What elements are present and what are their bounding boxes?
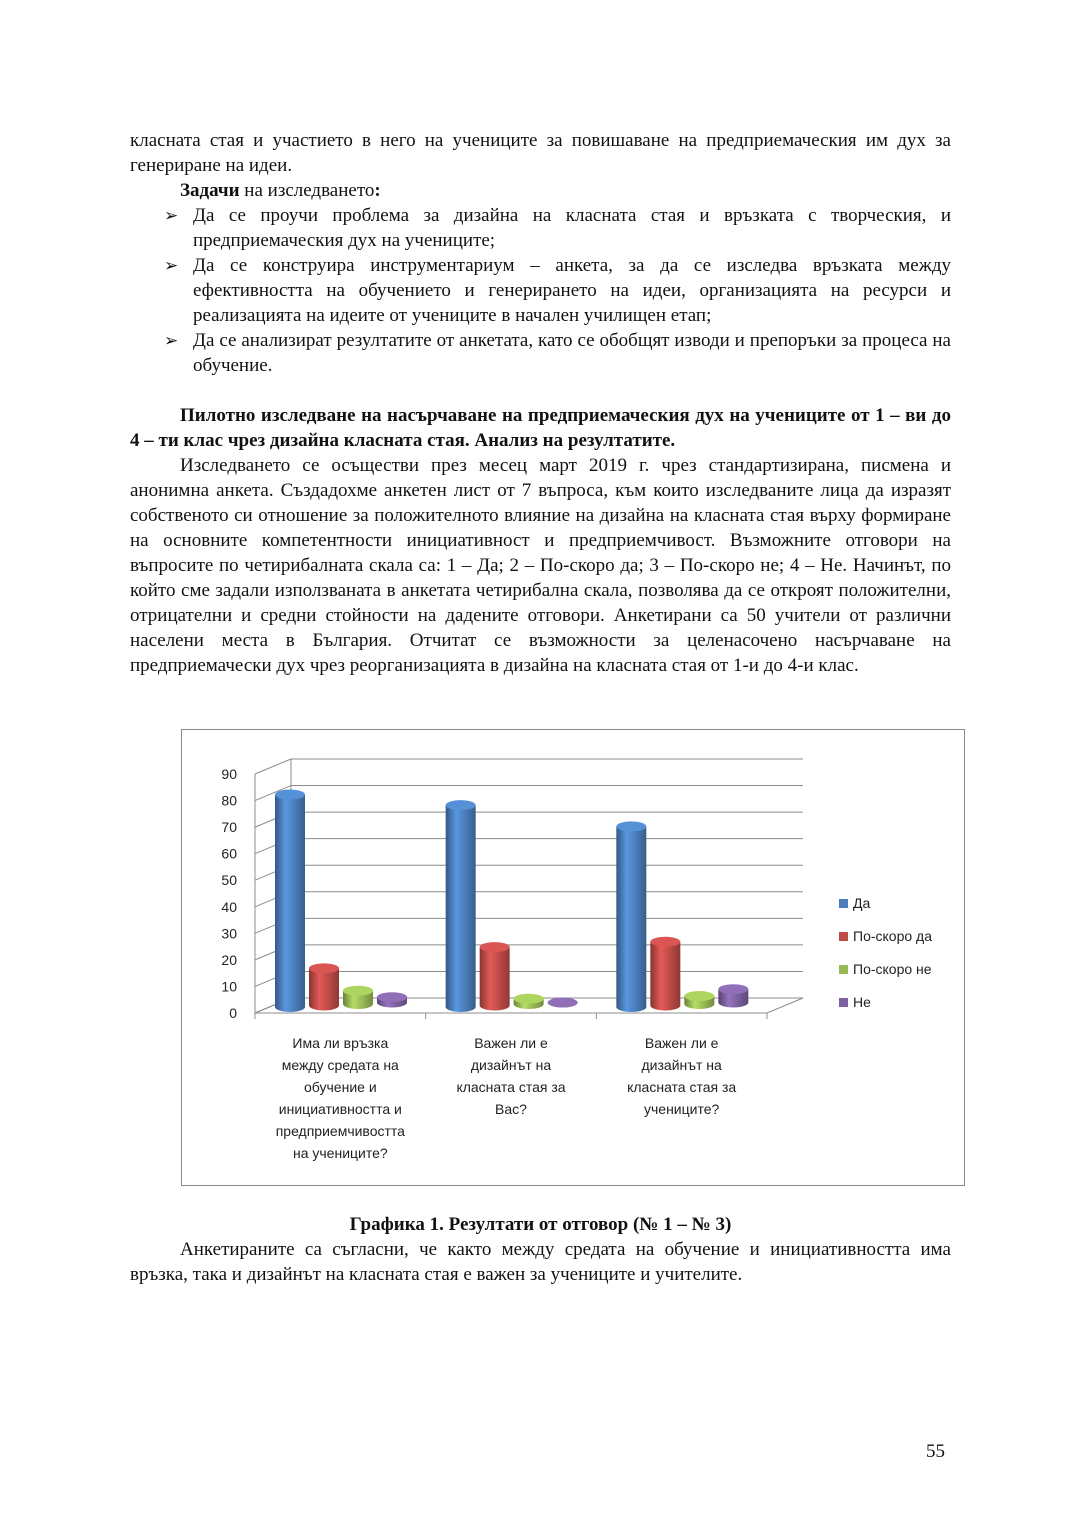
arrow-bullet-icon: ➢ <box>164 331 179 350</box>
bar-1-1 <box>480 947 510 1010</box>
x-category-label: Вас? <box>495 1101 527 1117</box>
x-category-label: класната стая за <box>627 1079 737 1095</box>
task-list <box>130 203 951 378</box>
legend-label: По-скоро не <box>853 961 932 977</box>
arrow-bullet-icon: ➢ <box>164 256 179 275</box>
bar-cap-2-2 <box>684 991 714 1001</box>
bar-cap-0-0 <box>275 790 305 800</box>
x-category-label: дизайнът на <box>641 1057 722 1073</box>
legend-swatch <box>839 965 848 974</box>
tasks-heading <box>130 178 951 203</box>
bar-1-2 <box>650 942 680 1011</box>
list-item: ➢ Да се конструира инструментариум – анкета, за да се изследва връзката между ефективността на обучението и генерирането на идеи, организацията на ресурси и реализацията на идеите от учениците в начален училищен етап; <box>164 255 951 326</box>
legend-swatch <box>839 932 848 941</box>
page-body <box>130 128 951 678</box>
intro-text: класната стая и участието в него на учениците за повишаване на предприемаческия им дух за генериране на идеи. <box>130 130 951 176</box>
arrow-bullet-icon: ➢ <box>164 206 179 225</box>
body-paragraph: Изследването се осъществи през месец март 2019 г. чрез стандартизирана, писмена и анонимна анкета. Създадохме анкетен лист от 7 въпроса, към които изследваните лица да изразят собственото си отношение за положителното влияние на дизайна на класната стая върху формиране на основните компетентности инициативност и предприемчивост. Възможните отговори на въпросите по четирибалната скала са: 1 – Да; 2 – По-скоро да; 3 – По-скоро не; 4 – Не. Начинът, по който сме задали използваната в анкетата четирибална скала, позволява да се откроят положителни, отрицателни и средни стойности на дадените отговори. Анкетирани са 50 учители от различни населени места в България. Отчитат се възможности за целенасочено насърчаване на предприемачески дух чрез реорганизацията в дизайна на класната стая от 1-и до 4-и клас. <box>130 455 951 676</box>
chart-frame <box>181 729 965 1186</box>
y-tick-label: 60 <box>221 845 237 862</box>
x-category-label: предприемчивостта <box>275 1123 405 1139</box>
bar-1-0 <box>309 968 339 1010</box>
bar-cap-3-1 <box>548 998 578 1008</box>
tasks-rest: на изследването <box>239 180 375 201</box>
bar-0-1 <box>446 805 476 1012</box>
x-category-label: Важен ли е <box>474 1035 548 1051</box>
bar-cap-2-1 <box>514 994 544 1004</box>
x-category-label: между средата на <box>281 1057 399 1073</box>
y-tick-label: 80 <box>221 792 237 809</box>
bar-cap-0-2 <box>616 821 646 831</box>
bar-cap-1-2 <box>650 937 680 947</box>
x-category-label: класната стая за <box>456 1079 566 1095</box>
bar-cap-3-0 <box>377 992 407 1002</box>
x-category-label: дизайнът на <box>470 1057 552 1073</box>
bar-chart <box>182 730 964 1185</box>
x-category-label: инициативността и <box>278 1101 402 1117</box>
tasks-colon: : <box>374 180 381 201</box>
page-number: 55 <box>926 1441 945 1462</box>
legend-label: Не <box>853 994 871 1010</box>
y-tick-label: 20 <box>221 951 237 968</box>
bar-cap-1-1 <box>480 942 510 952</box>
y-tick-label: 40 <box>221 898 237 915</box>
y-tick-label: 30 <box>221 925 237 942</box>
bar-cap-1-0 <box>309 963 339 973</box>
legend-swatch <box>839 899 848 908</box>
y-tick-label: 10 <box>221 978 237 995</box>
x-category-label: Има ли връзка <box>292 1035 389 1051</box>
gridline-side <box>255 759 291 774</box>
x-category-label: обучение и <box>304 1079 377 1095</box>
legend-swatch <box>839 998 848 1007</box>
legend-label: Да <box>853 895 871 911</box>
bar-cap-0-1 <box>446 800 476 810</box>
y-tick-label: 90 <box>221 766 237 782</box>
bar-0-2 <box>616 826 646 1012</box>
y-tick-label: 0 <box>229 1005 237 1021</box>
legend-label: По-скоро да <box>853 928 932 944</box>
bar-cap-3-2 <box>718 984 748 994</box>
y-tick-label: 70 <box>221 819 237 836</box>
section-heading: Пилотно изследване на насърчаване на предприемаческия дух на учениците от 1 – ви до 4 – ти клас чрез дизайна класната стая. Анализ на резултатите. <box>130 405 951 451</box>
bar-0-0 <box>275 795 305 1012</box>
x-category-label: учениците? <box>644 1101 720 1117</box>
y-tick-label: 50 <box>221 872 237 889</box>
figure-caption: Графика 1. Резултати от отговор (№ 1 – № 3) <box>349 1214 732 1235</box>
closing-block <box>130 1237 951 1287</box>
x-category-label: на учениците? <box>292 1145 388 1161</box>
closing-paragraph: Анкетираните са съгласни, че както между средата на обучение и инициативността има връзка, така и дизайнът на класната стая е важен за учениците и учителите. <box>130 1239 951 1285</box>
list-item: ➢ Да се проучи проблема за дизайна на класната стая и връзката с творческия, и предприемаческия дух на учениците; <box>164 205 951 251</box>
x-category-label: Важен ли е <box>644 1035 719 1051</box>
list-item: ➢ Да се анализират резултатите от анкетата, като се обобщят изводи и препоръки за процеса на обучение. <box>164 330 951 376</box>
bar-cap-2-0 <box>343 986 373 996</box>
tasks-bold: Задачи <box>180 180 240 201</box>
